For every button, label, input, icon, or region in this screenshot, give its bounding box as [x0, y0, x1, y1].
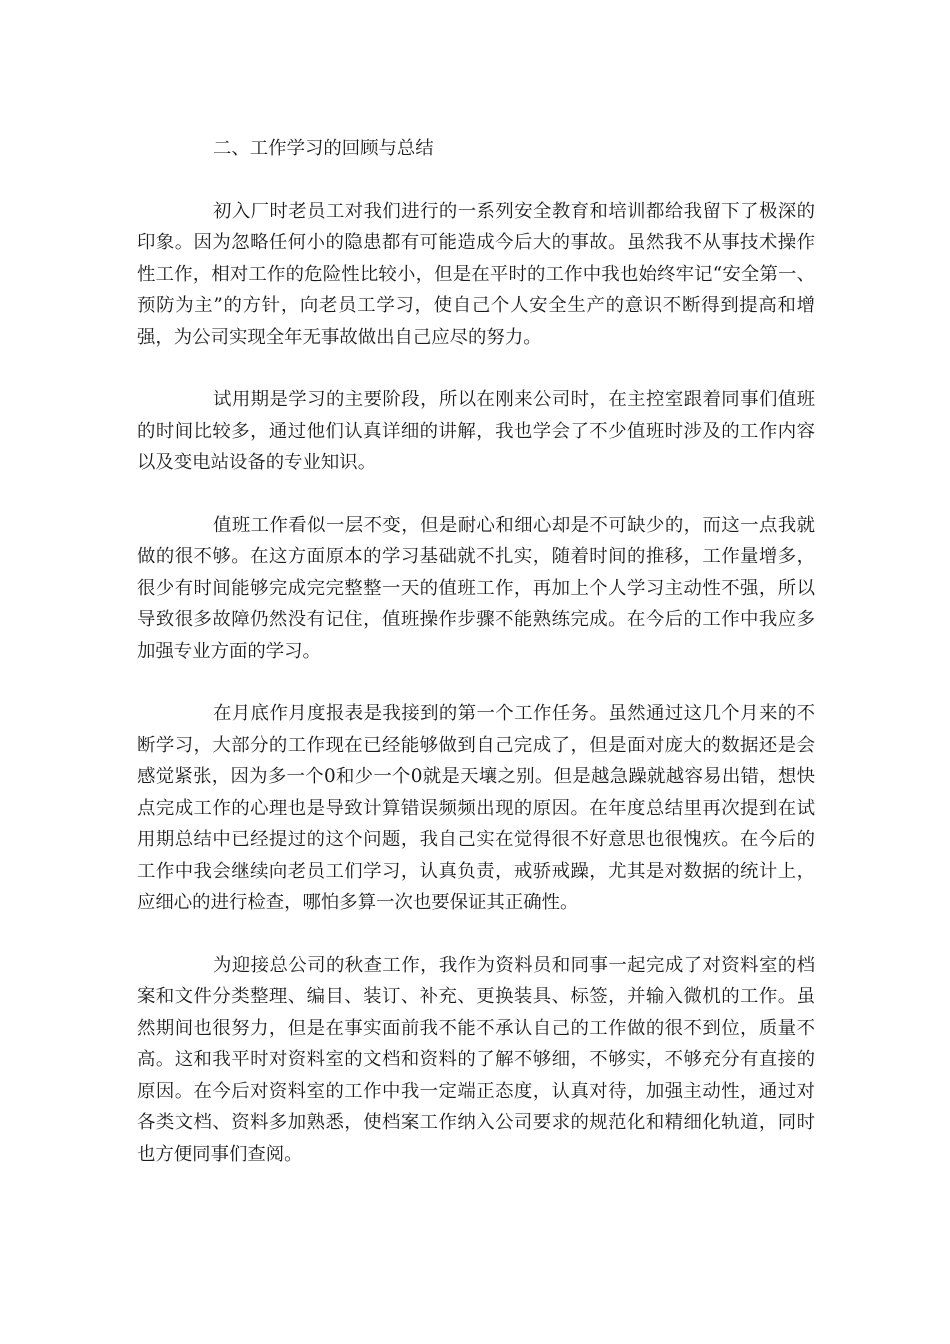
document-body [137, 133, 815, 1201]
paragraph-duty-work: 值班工作看似一层不变，但是耐心和细心却是不可缺少的，而这一点我就做的很不够。在这方面原本的学习基础就不扎实，随着时间的推移，工作量增多，很少有时间能够完成完完整整一天的值班工作，再加上个人学习主动性不强，所以导致很多故障仍然没有记住，值班操作步骤不能熟练完成。在今后的工作中我应多加强专业方面的学习。 [137, 514, 815, 662]
paragraph-probation-study: 试用期是学习的主要阶段，所以在刚来公司时，在主控室跟着同事们值班的时间比较多，通过他们认真详细的讲解，我也学会了不少值班时涉及的工作内容以及变电站设备的专业知识。 [137, 389, 815, 473]
section-heading: 二、工作学习的回顾与总结 [213, 138, 434, 159]
paragraph-archive-work: 为迎接总公司的秋查工作，我作为资料员和同事一起完成了对资料室的档案和文件分类整理、编目、装订、补充、更换装具、标签，并输入微机的工作。虽然期间也很努力，但是在事实面前我不能不承认自己的工作做的很不到位，质量不高。这和我平时对资料室的文档和资料的了解不够细，不够实，不够充分有直接的原因。在今后对资料室的工作中我一定端正态度，认真对待，加强主动性，通过对各类文档、资料多加熟悉，使档案工作纳入公司要求的规范化和精细化轨道，同时也方便同事们查阅。 [137, 954, 815, 1165]
paragraph-safety-training: 初入厂时老员工对我们进行的一系列安全教育和培训都给我留下了极深的印象。因为忽略任何小的隐患都有可能造成今后大的事故。虽然我不从事技术操作性工作，相对工作的危险性比较小，但是在平时的工作中我也始终牢记“安全第一、预防为主”的方针，向老员工学习，使自己个人安全生产的意识不断得到提高和增强，为公司实现全年无事故做出自己应尽的努力。 [137, 200, 815, 348]
paragraph-monthly-report: 在月底作月度报表是我接到的第一个工作任务。虽然通过这几个月来的不断学习，大部分的工作现在已经能够做到自己完成了，但是面对庞大的数据还是会感觉紧张，因为多一个0和少一个0就是天壤之别。但是越急躁就越容易出错，想快点完成工作的心理也是导致计算错误频频出现的原因。在年度总结里再次提到在试用期总结中已经提过的这个问题，我自己实在觉得很不好意思也很愧疚。在今后的工作中我会继续向老员工们学习，认真负责，戒骄戒躁，尤其是对数据的统计上，应细心的进行检查，哪怕多算一次也要保证其正确性。 [137, 703, 815, 913]
